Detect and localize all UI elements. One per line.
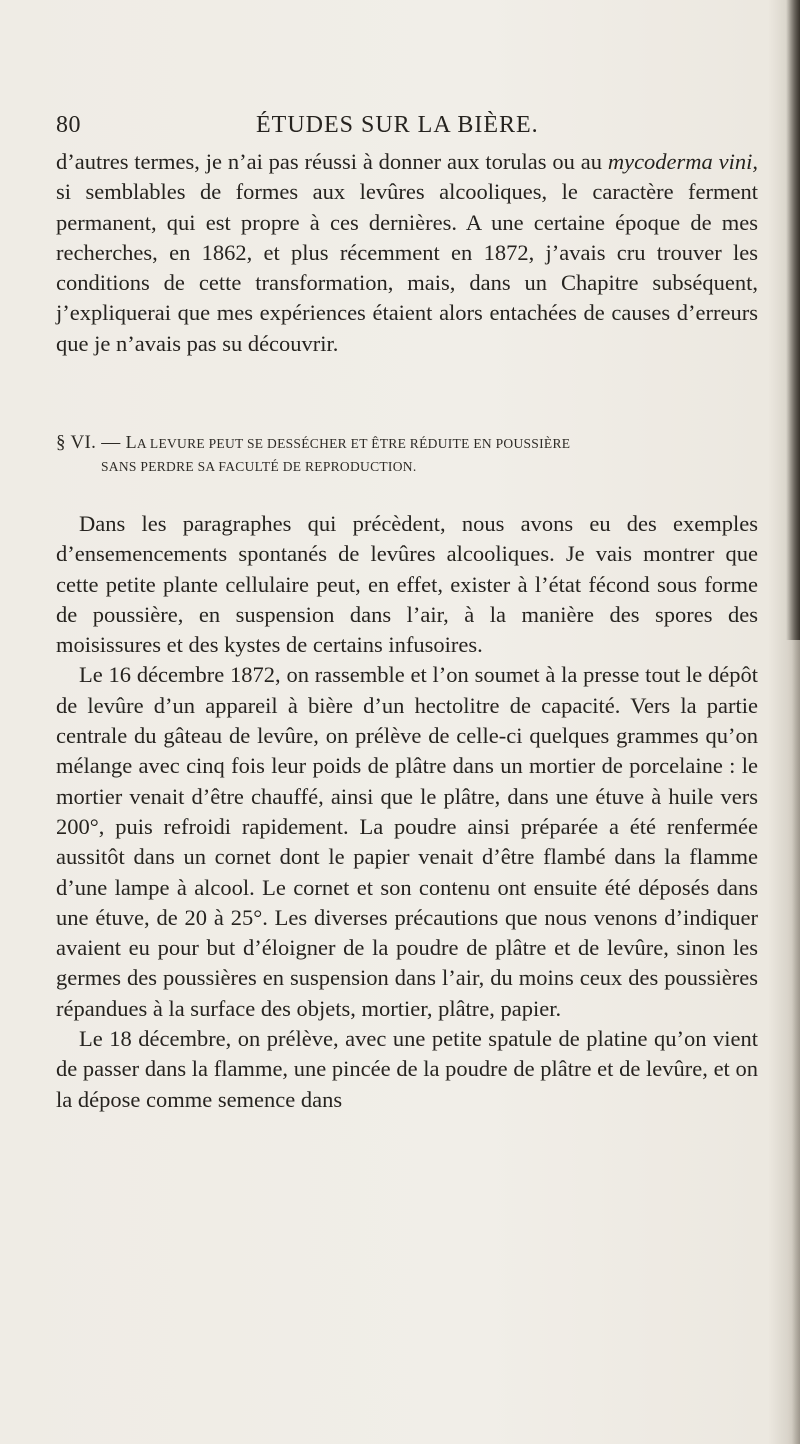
intro-text-after-term: si semblables de formes aux levûres alcooliques, le caractère ferment permanent, qui est propre à ces dernières. A une certaine époque de mes recherches, en 1862, et plus récemment en 1872, j’avais cru trouver les conditions de cette transformation, mais, dans un Chapitre subséquent, j’expliquerai que mes expériences étaient alors entachées de causes d’erreurs que je n’avais pas su découvrir. [56, 179, 758, 356]
section-dash: — [96, 432, 126, 453]
section-heading [56, 431, 756, 479]
section-body [56, 509, 758, 1115]
section-heading-line-2: SANS PERDRE SA FACULTÉ DE REPRODUCTION. [101, 459, 417, 474]
intro-paragraph [56, 147, 758, 359]
section-initial: L [125, 432, 137, 452]
section-title-line-1: A LEVURE PEUT SE DESSÉCHER ET ÊTRE RÉDUITE EN POUSSIÈRE [136, 436, 571, 451]
running-head [56, 112, 756, 142]
intro-text-before-term: d’autres termes, je n’ai pas réussi à donner aux torulas ou au [56, 149, 608, 174]
running-title: ÉTUDES SUR LA BIÈRE. [256, 112, 539, 138]
page-edge-shade [792, 640, 800, 1444]
intro-text-block [56, 147, 758, 359]
section-heading-line-1 [56, 431, 756, 455]
paragraph-2: Le 16 décembre 1872, on rassemble et l’on soumet à la presse tout le dépôt de levûre d’un appareil à bière d’un hectolitre de capacité. Vers la partie centrale du gâteau de levûre, on prélève de celle-ci quelques grammes qu’on mélange avec cinq fois leur poids de plâtre dans un mortier de porcelaine : le mortier venait d’être chauffé, ainsi que le plâtre, dans une étuve à huile vers 200°, puis refroidi rapidement. La poudre ainsi préparée a été renfermée aussitôt dans un cornet dont le papier venait d’être flambé dans la flamme d’une lampe à alcool. Le cornet et son contenu ont ensuite été déposés dans une étuve, de 20 à 25°. Les diverses précautions que nous venons d’indiquer avaient eu pour but d’éloigner de la poudre de plâtre et de levûre, sinon les germes des poussières en suspension dans l’air, du moins ceux des poussières répandues à la surface des objets, mortier, plâtre, papier. [56, 662, 758, 1021]
paragraph-3: Le 18 décembre, on prélève, avec une petite spatule de platine qu’on vient de passer dans la flamme, une pincée de la poudre de plâtre et de levûre, et on la dépose comme semence dans [56, 1026, 758, 1112]
section-number: § VI. [56, 432, 97, 453]
page-number: 80 [56, 112, 81, 138]
page-edge-shadow [786, 0, 800, 640]
italic-term: mycoderma vini, [607, 149, 758, 174]
paragraph-1: Dans les paragraphes qui précèdent, nous avons eu des exemples d’ensemencements spontanés de levûres alcooliques. Je vais montrer que cette petite plante cellulaire peut, en effet, exister à l’état fécond sous forme de poussière, en suspension dans l’air, à la manière des spores des moisissures et des kystes de certains infusoires. [56, 511, 758, 658]
